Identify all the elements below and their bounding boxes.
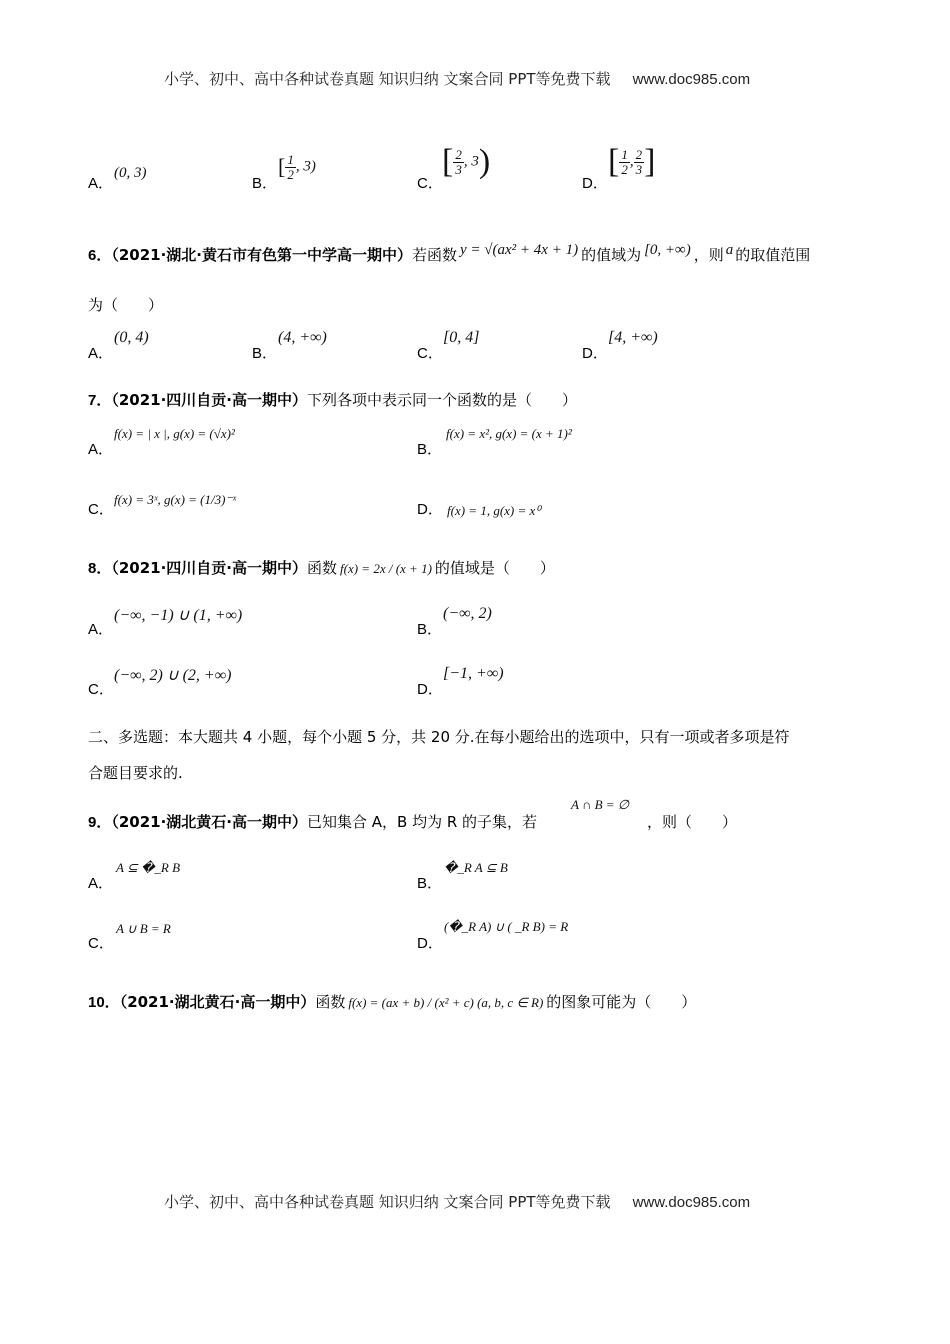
section2-heading-line1: 二、多选题：本大题共 4 小题，每个小题 5 分，共 20 分.在每小题给出的选项中，只有一项或者多项是符	[88, 728, 790, 746]
header-site[interactable]: www.doc985.com	[632, 71, 751, 88]
q9-option-c: A ∪ B = R	[116, 921, 171, 936]
q6-option-c: [0, 4]	[443, 329, 480, 346]
q8-number: 8．	[88, 560, 112, 577]
q6-stem-line2: 为（ ）	[88, 296, 164, 314]
q8-label-d: D．	[417, 681, 443, 698]
section2-heading-line2: 合题目要求的.	[88, 764, 183, 782]
q10-post: 的图象可能为（ ）	[546, 993, 697, 1011]
q6-source: （2021·湖北·黄石市有色第一中学高一期中）	[111, 246, 412, 264]
q5-b-frac	[285, 153, 296, 181]
q5-d-num2: 2	[635, 146, 643, 162]
q8-pre: 函数	[307, 559, 338, 577]
q9-number: 9．	[88, 814, 112, 831]
q7-text: 下列各项中表示同一个函数的是（ ）	[307, 391, 578, 409]
q7-label-b: B．	[417, 441, 443, 458]
q7-stem	[88, 389, 577, 410]
q6-option-b: (4, +∞)	[278, 329, 327, 346]
q7-label-c: C．	[88, 501, 114, 518]
q5-label-a: A．	[88, 175, 114, 192]
q8-option-c: (−∞, 2) ∪ (2, +∞)	[114, 667, 232, 684]
q5-option-b	[278, 153, 316, 181]
q8-stem	[88, 557, 555, 578]
q9-label-d: D．	[417, 935, 443, 952]
q9-stem	[88, 811, 537, 832]
q7-option-c: f(x) = 3ˣ, g(x) = (1/3)⁻ˣ	[114, 492, 236, 507]
q7-label-d: D．	[417, 501, 443, 518]
q5-b-bracket: [	[278, 154, 286, 180]
q5-d-den2: 3	[635, 161, 643, 177]
q6-function: y = √(ax² + 4x + 1)	[460, 242, 579, 258]
q10-function: f(x) = (ax + b) / (x² + c) (a, b, c ∈ R)	[348, 995, 544, 1010]
q6-var: a	[725, 242, 734, 258]
q8-source: （2021·四川自贡·高一期中）	[111, 559, 307, 577]
q9-label-a: A．	[88, 875, 114, 892]
q10-number: 10．	[88, 994, 120, 1011]
q8-label-b: B．	[417, 621, 443, 638]
q6-stem	[88, 244, 810, 265]
header-text: 小学、初中、高中各种试卷真题 知识归纳 文案合同 PPT等免费下载	[164, 70, 611, 88]
q6-number: 6．	[88, 247, 112, 264]
q7-number: 7．	[88, 392, 112, 409]
q8-post: 的值域是（ ）	[434, 559, 555, 577]
q5-c-frac	[453, 148, 464, 176]
q5-b-rest: , 3)	[295, 158, 316, 175]
q9-condition: A ∩ B = ∅	[571, 797, 630, 812]
q5-c-rest: , 3	[463, 153, 479, 170]
q6-option-d: [4, +∞)	[608, 329, 658, 346]
q9-option-d: (�_R A) ∪ ( _R B) = R	[444, 919, 569, 934]
q5-label-c: C．	[417, 175, 443, 192]
q9-option-b: �_R A ⊆ B	[444, 860, 508, 875]
q5-b-num: 1	[287, 152, 294, 167]
q6-label-c: C．	[417, 345, 443, 362]
q6-mid: 的值域为	[581, 246, 642, 264]
page-header	[164, 68, 750, 89]
q9-label-c: C．	[88, 935, 114, 952]
q6-option-a: (0, 4)	[114, 329, 149, 346]
q8-label-c: C．	[88, 681, 114, 698]
q6-post: 的取值范围	[735, 246, 811, 264]
q7-option-a: f(x) = | x |, g(x) = (√x)²	[114, 426, 235, 441]
q8-option-d: [−1, +∞)	[443, 665, 504, 682]
q6-range: [0, +∞)	[644, 242, 691, 258]
q5-c-den: 3	[455, 161, 462, 177]
q9-source: （2021·湖北黄石·高一期中）	[111, 813, 307, 831]
q6-label-a: A．	[88, 345, 114, 362]
q9-post: ，则（ ）	[647, 813, 738, 831]
q5-d-frac1	[619, 148, 630, 176]
q6-pre: 若函数	[412, 246, 458, 264]
q5-label-b: B．	[252, 175, 278, 192]
footer-site[interactable]: www.doc985.com	[632, 1194, 751, 1211]
q7-label-a: A．	[88, 441, 114, 458]
q5-option-c: [ $\frac{2}{3}$ , 3)	[442, 143, 491, 180]
q7-option-b: f(x) = x², g(x) = (x + 1)²	[446, 426, 572, 441]
q5-d-frac2	[634, 148, 645, 176]
q8-function: f(x) = 2x / (x + 1)	[340, 561, 432, 576]
q7-source: （2021·四川自贡·高一期中）	[111, 391, 307, 409]
q5-option-a: (0, 3)	[114, 165, 147, 181]
footer-text: 小学、初中、高中各种试卷真题 知识归纳 文案合同 PPT等免费下载	[164, 1193, 611, 1211]
q5-label-d: D．	[582, 175, 608, 192]
q8-option-b: (−∞, 2)	[443, 605, 492, 622]
q8-option-a: (−∞, −1) ∪ (1, +∞)	[114, 607, 243, 624]
q7-option-d: f(x) = 1, g(x) = x⁰	[447, 503, 541, 518]
q5-d-num1: 1	[621, 146, 628, 162]
q5-b-den: 2	[287, 166, 294, 182]
q5-d-den1: 2	[621, 161, 628, 177]
q9-label-b: B．	[417, 875, 443, 892]
q9-text: 已知集合 A，B 均为 R 的子集，若	[307, 813, 538, 831]
q10-stem	[88, 991, 696, 1012]
page-footer	[164, 1191, 750, 1212]
q5-option-d: [ $\frac{1}{2}$ , $\frac{2}{3}$ ]	[608, 143, 656, 180]
q8-label-a: A．	[88, 621, 114, 638]
q5-c-num: 2	[455, 146, 462, 162]
q9-option-a: A ⊆ �_R B	[116, 860, 181, 875]
q6-label-b: B．	[252, 345, 278, 362]
q10-pre: 函数	[315, 993, 346, 1011]
q6-label-d: D．	[582, 345, 608, 362]
q10-source: （2021·湖北黄石·高一期中）	[119, 993, 316, 1011]
q6-mid2: ，则	[693, 246, 724, 264]
